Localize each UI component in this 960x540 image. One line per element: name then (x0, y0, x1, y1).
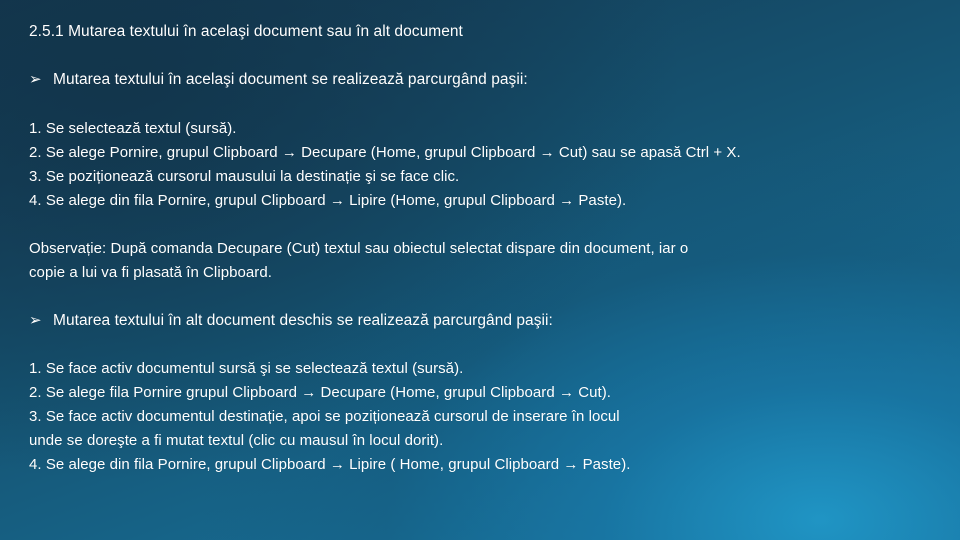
section2-step-3-continued: unde se doreşte a fi mutat textul (clic cu mausul în locul dorit). (29, 432, 444, 449)
section1-step-3: 3. Se poziționează cursorul mausului la destinație şi se face clic. (29, 168, 460, 185)
arrow-bullet-icon: ➢ (29, 312, 42, 329)
section1-heading-row (29, 68, 528, 92)
note-line-1: Observație: După comanda Decupare (Cut) textul sau obiectul selectat dispare din document, iar o (29, 240, 689, 257)
section2-heading-row (29, 309, 553, 333)
section1-step-1: 1. Se selectează textul (sursă). (29, 120, 237, 137)
section2-step-1: 1. Se face activ documentul sursă şi se selectează textul (sursă). (29, 360, 464, 377)
section2-step-2: 2. Se alege fila Pornire grupul Clipboard → Decupare (Home, grupul Clipboard → Cut). (29, 384, 611, 401)
section2-heading: Mutarea textului în alt document deschis se realizează parcurgând paşii: (53, 312, 553, 329)
note-line-2: copie a lui va fi plasată în Clipboard. (29, 264, 272, 281)
section1-step-2: 2. Se alege Pornire, grupul Clipboard → Decupare (Home, grupul Clipboard → Cut) sau se apasă Ctrl + X. (29, 144, 741, 161)
section1-step-4: 4. Se alege din fila Pornire, grupul Clipboard → Lipire (Home, grupul Clipboard → Paste). (29, 192, 627, 209)
section2-step-3: 3. Se face activ documentul destinație, apoi se poziționează cursorul de inserare în locul (29, 408, 620, 425)
section2-step-4: 4. Se alege din fila Pornire, grupul Clipboard → Lipire ( Home, grupul Clipboard → Paste). (29, 456, 631, 473)
arrow-bullet-icon: ➢ (29, 71, 42, 88)
section1-heading: Mutarea textului în acelaşi document se realizează parcurgând paşii: (53, 71, 528, 88)
slide-title: 2.5.1 Mutarea textului în acelaşi document sau în alt document (29, 23, 463, 40)
